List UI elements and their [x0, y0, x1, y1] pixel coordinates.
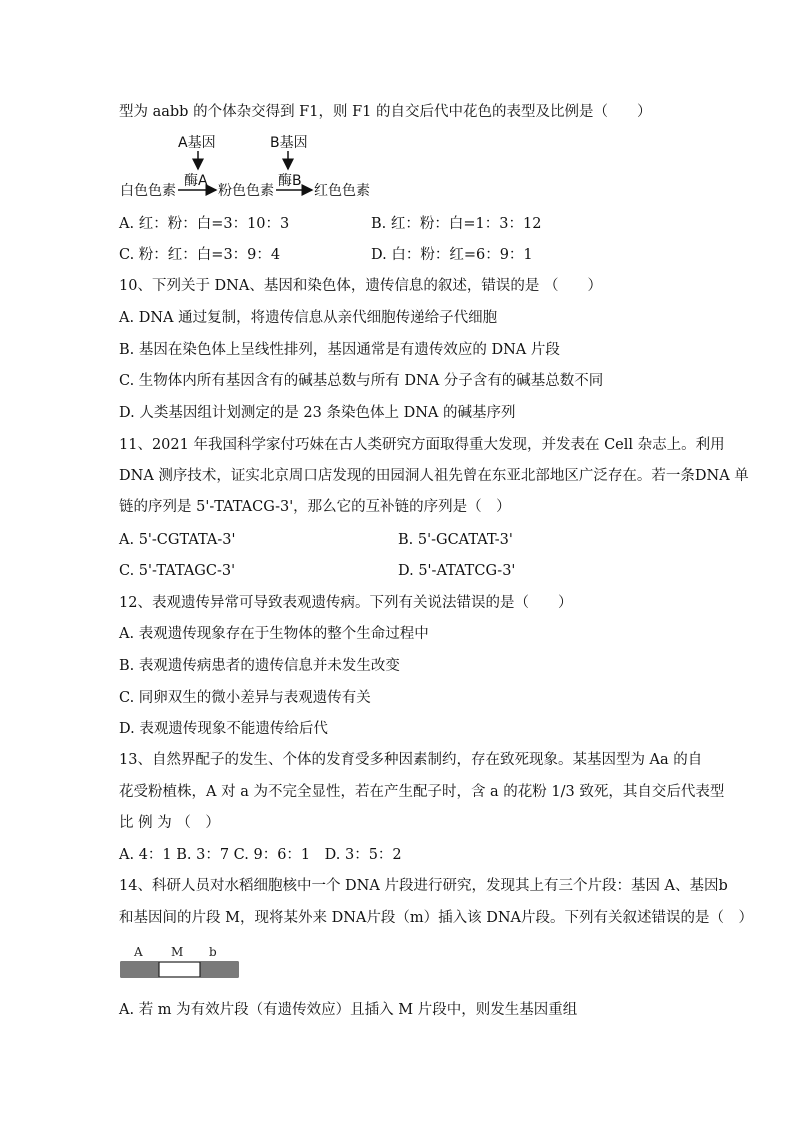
pathway-svg: [118, 133, 418, 203]
dna-segment-svg: [120, 944, 240, 980]
gene-a-label: A基因: [178, 135, 216, 151]
gene-b-segment: [200, 962, 238, 977]
segment-label-a: A: [134, 945, 143, 959]
q14-option-a: A. 若 m 为有效片段（有遗传效应）且插入 M 片段中，则发生基因重组: [119, 1002, 578, 1018]
enzyme-a-label: 酶A: [184, 173, 208, 189]
q10-option-c: C. 生物体内所有基因含有的碱基总数与所有 DNA 分子含有的碱基总数不同: [119, 373, 604, 389]
q11-option-a: A. 5'-CGTATA-3': [119, 532, 236, 548]
q11-option-d: D. 5'-ATATCG-3': [398, 563, 516, 579]
q9-option-b: B. 红：粉：白=1：3：12: [371, 216, 542, 232]
q10-option-d: D. 人类基因组计划测定的是 23 条染色体上 DNA 的碱基序列: [119, 405, 516, 421]
q14-stem-line-2: 和基因间的片段 M，现将某外来 DNA片段（m）插入该 DNA片段。下列有关叙述错误的是（ ）: [119, 910, 753, 926]
q10-option-b: B. 基因在染色体上呈线性排列，基因通常是有遗传效应的 DNA 片段: [119, 342, 560, 358]
q9-stem-tail: 型为 aabb 的个体杂交得到 F1，则 F1 的自交后代中花色的表型及比例是（ ）: [119, 104, 652, 120]
enzyme-b-label: 酶B: [278, 173, 302, 189]
q11-stem-line-1: 11、2021 年我国科学家付巧妹在古人类研究方面取得重大发现，并发表在 Cell 杂志上。利用: [119, 437, 725, 453]
segment-label-m: M: [171, 945, 184, 959]
q14-stem-line-1: 14、科研人员对水稻细胞核中一个 DNA 片段进行研究，发现其上有三个片段：基因 A、基因b: [119, 878, 728, 894]
q9-option-d: D. 白：粉：红=6：9：1: [371, 247, 533, 263]
q12-stem: 12、表观遗传异常可导致表观遗传病。下列有关说法错误的是（ ）: [119, 595, 573, 611]
q13-stem-line-3: 比 例 为 （ ）: [119, 815, 220, 831]
pigment-pathway-diagram: [118, 133, 418, 203]
q9-option-c: C. 粉：红：白=3：9：4: [119, 247, 281, 263]
gene-a-segment: [121, 962, 159, 977]
q11-stem-line-3: 链的序列是 5'-TATACG-3'，那么它的互补链的序列是（ ）: [119, 499, 511, 515]
q11-option-c: C. 5'-TATAGC-3': [119, 563, 236, 579]
q12-option-b: B. 表观遗传病患者的遗传信息并未发生改变: [119, 658, 400, 674]
pink-pigment-label: 粉色色素: [218, 183, 274, 199]
q12-option-a: A. 表观遗传现象存在于生物体的整个生命过程中: [119, 626, 429, 642]
q13-stem-line-1: 13、自然界配子的发生、个体的发育受多种因素制约，存在致死现象。某基因型为 Aa 的自: [119, 752, 703, 768]
q9-option-a: A. 红：粉：白=3：10：3: [119, 216, 290, 232]
q10-option-a: A. DNA 通过复制，将遗传信息从亲代细胞传递给子代细胞: [119, 310, 498, 326]
white-pigment-label: 白色色素: [120, 183, 176, 199]
q12-option-c: C. 同卵双生的微小差异与表观遗传有关: [119, 690, 371, 706]
q11-stem-line-2: DNA 测序技术，证实北京周口店发现的田园洞人祖先曾在东亚北部地区广泛存在。若一条DNA 单: [119, 468, 749, 484]
dna-segment-figure: [120, 944, 240, 980]
segment-label-b: b: [209, 945, 217, 959]
q13-stem-line-2: 花受粉植株，A 对 a 为不完全显性，若在产生配子时，含 a 的花粉 1/3 致死，其自交后代表型: [119, 784, 725, 800]
red-pigment-label: 红色色素: [314, 183, 370, 199]
gene-b-label: B基因: [270, 135, 308, 151]
q13-options: A. 4：1 B. 3：7 C. 9：6：1 D. 3：5：2: [119, 847, 402, 863]
q11-option-b: B. 5'-GCATAT-3': [398, 532, 513, 548]
q12-option-d: D. 表观遗传现象不能遗传给后代: [119, 721, 328, 737]
q10-stem: 10、下列关于 DNA、基因和染色体，遗传信息的叙述，错误的是 （ ）: [119, 278, 602, 294]
